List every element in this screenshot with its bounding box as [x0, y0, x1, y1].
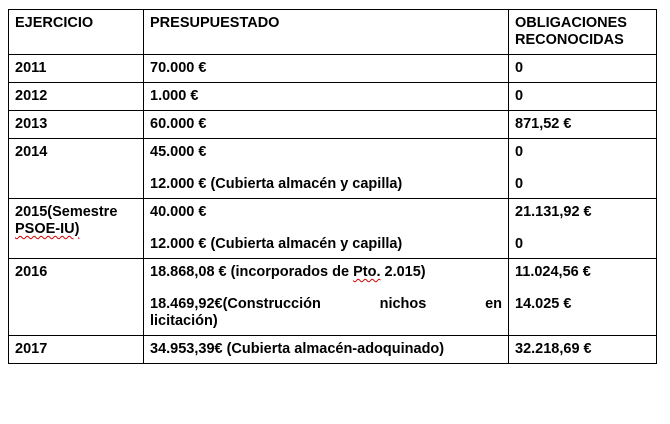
- header-row: [9, 10, 657, 55]
- header-obligations-line1: OBLIGACIONES: [515, 15, 627, 31]
- table-row: [9, 111, 657, 139]
- table-row: [9, 55, 657, 83]
- budget-text: 2.015): [380, 264, 426, 280]
- obligations-cell: [509, 139, 657, 199]
- budget-line: licitación): [150, 313, 218, 329]
- year-cell: 2014: [9, 139, 144, 199]
- year-cell: 2012: [9, 83, 144, 111]
- budget-text: 18.868,08 € (incorporados de: [150, 264, 354, 280]
- budget-cell: 60.000 €: [144, 111, 509, 139]
- budget-line: [150, 296, 502, 313]
- header-year: EJERCICIO: [9, 10, 144, 55]
- budget-line: 12.000 € (Cubierta almacén y capilla): [150, 236, 403, 252]
- obligations-cell: 32.218,69 €: [509, 336, 657, 364]
- budget-cell: [144, 259, 509, 336]
- header-budget: PRESUPUESTADO: [144, 10, 509, 55]
- budget-cell: [144, 139, 509, 199]
- budget-word: 18.469,92€(Construcción: [150, 296, 321, 312]
- budget-cell: 34.953,39€ (Cubierta almacén-adoquinado): [144, 336, 509, 364]
- obligations-line: 14.025 €: [515, 296, 572, 312]
- obligations-cell: 0: [509, 55, 657, 83]
- year-cell: 2016: [9, 259, 144, 336]
- budget-line: [150, 264, 502, 281]
- year-line-underlined: PSOE-IU): [15, 221, 80, 237]
- header-obligations: [509, 10, 657, 55]
- year-cell: 2017: [9, 336, 144, 364]
- obligations-line: 11.024,56 €: [515, 264, 591, 280]
- year-line: 2015(Semestre: [15, 204, 118, 220]
- table-row: [9, 259, 657, 336]
- obligations-cell: [509, 259, 657, 336]
- table-row: [9, 199, 657, 259]
- year-cell: [9, 199, 144, 259]
- year-cell: 2011: [9, 55, 144, 83]
- table-row: [9, 139, 657, 199]
- obligations-cell: [509, 199, 657, 259]
- budget-line: 12.000 € (Cubierta almacén y capilla): [150, 176, 403, 192]
- budget-line: 45.000 €: [150, 144, 207, 160]
- obligations-line: 21.131,92 €: [515, 204, 592, 220]
- header-obligations-line2: RECONOCIDAS: [515, 32, 624, 48]
- table-row: [9, 83, 657, 111]
- budget-cell: 1.000 €: [144, 83, 509, 111]
- budget-word: nichos: [379, 296, 427, 312]
- obligations-line: 0: [515, 236, 524, 252]
- budget-word: en: [485, 296, 502, 312]
- year-cell: 2013: [9, 111, 144, 139]
- obligations-line: 0: [515, 176, 524, 192]
- obligations-cell: 0: [509, 83, 657, 111]
- obligations-line: 0: [515, 144, 524, 160]
- budget-line: 40.000 €: [150, 204, 207, 220]
- budget-table: [8, 9, 657, 364]
- budget-cell: 70.000 €: [144, 55, 509, 83]
- table-row: [9, 336, 657, 364]
- budget-cell: [144, 199, 509, 259]
- budget-text-underlined: Pto.: [353, 264, 381, 280]
- obligations-cell: 871,52 €: [509, 111, 657, 139]
